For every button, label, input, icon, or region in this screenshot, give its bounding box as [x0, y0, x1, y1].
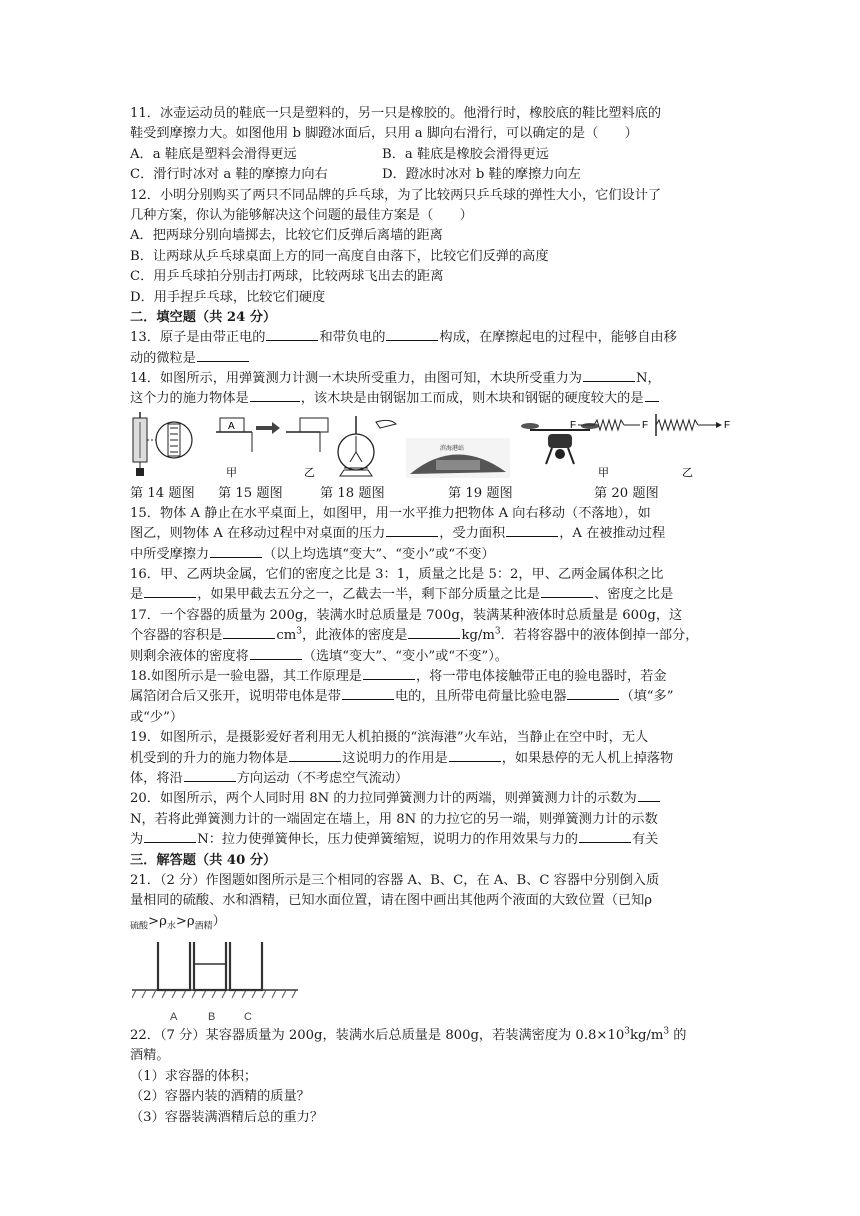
answer-blank [363, 667, 415, 680]
q12-option-c: C．用乒乓球拍分别击打两球，比较两球飞出去的距离 [130, 269, 444, 285]
spring-pull-figure [570, 412, 736, 480]
q14-text-c: 这个力的施力物体是 [130, 391, 249, 407]
caption-fig15: 第 15 题图 [218, 485, 283, 501]
q21-rho: >ρ [175, 913, 195, 929]
answer-blank [144, 585, 196, 598]
q18-text-c: 属箔闭合后又张开，说明带电体是带 [130, 689, 341, 705]
q17-unit-kgm: kg/m [461, 628, 495, 644]
q16-line2 [130, 585, 732, 605]
figure-row [130, 412, 732, 480]
q18-line1 [130, 667, 732, 687]
answer-blank [583, 369, 635, 382]
q20-text-e: 有关 [631, 832, 659, 848]
q20-line2: N，若将此弹簧测力计的一端固定在墙上，用 8N 的力拉它的另一端，则弹簧测力计的示数 [130, 811, 658, 827]
q22-sub3: （3）容器装满酒精后总的重力？ [130, 1109, 324, 1125]
force-label: F [724, 419, 731, 431]
answer-blank [645, 389, 659, 402]
q11-options-ab [130, 145, 732, 165]
q19-text-f: 方向运动（不考虑空气流动） [236, 770, 409, 786]
label-yi: 乙 [682, 465, 693, 479]
caption-fig20: 第 20 题图 [594, 485, 659, 501]
answer-blank [197, 349, 249, 362]
answer-blank [289, 749, 341, 762]
q14-text-b: N， [635, 371, 661, 387]
q13-text-a: 13．原子是由带正电的 [130, 330, 266, 346]
q22-sup: 3 [663, 1026, 670, 1037]
q20-text-d: N：拉力使弹簧伸长，压力使弹簧缩短，说明力的作用效果与力的 [197, 832, 578, 848]
q18-text-b: ，将一带电体接触带正电的验电器时，若金 [415, 668, 667, 684]
q20-text-a: 20．如图所示，两个人同时用 8N 的力拉同弹簧测力计的两端，则弹簧测力计的示数为 [130, 791, 637, 807]
q12-option-b: B．让两球从乒乓球桌面上方的同一高度自由落下，比较它们反弹的高度 [130, 248, 549, 264]
q22-unit: kg/m [629, 1028, 664, 1044]
q11-option-b: B．a 鞋底是橡胶会滑得更远 [382, 146, 549, 162]
q15-line2 [130, 524, 732, 544]
container-c-label: C [244, 1011, 252, 1024]
q21-sub: 硫酸 [130, 921, 149, 932]
section-fill-in-heading: 二．填空题（共 24 分） [130, 309, 277, 325]
q16-text-b: 是 [130, 587, 144, 603]
q22-text-end: 的 [669, 1028, 687, 1044]
answer-blank [506, 524, 558, 537]
q22-line2: 酒精。 [130, 1048, 170, 1064]
q22-sup: 3 [624, 1026, 630, 1037]
q17-text-h: （选填“变大”、“变小”或“不变”）。 [302, 648, 508, 664]
q11-line2: 鞋受到摩擦力大。如图他用 b 脚蹬冰面后，只用 a 脚向右滑行，可以确定的是（ ） [130, 126, 638, 142]
station-sign: 滨海港站 [440, 444, 465, 452]
q21-rho: >ρ [148, 913, 167, 929]
q18-text-a: 18.如图所示是一验电器，其工作原理是 [130, 668, 362, 684]
answer-blank [579, 830, 631, 843]
q22-text-a: 22．（7 分）某容器质量为 200g，装满水后总质量是 800g，若装满密度为 0.8×10 [130, 1028, 625, 1044]
q19-text-c: 这说明力的作用是 [342, 750, 448, 766]
q21-sub: 水 [166, 921, 176, 932]
q14-text-d: ，该木块是由钢锯加工而成，则木块和钢锯的硬度较大的是 [300, 391, 644, 407]
exam-page [130, 104, 732, 1128]
q14-text-a: 14．如图所示，用弹簧测力计测一木块所受重力，由图可知，木块所受重力为 [130, 371, 582, 387]
q13-text-d: 动的微粒是 [130, 350, 196, 366]
q15-text-e: 中所受摩擦力 [130, 546, 210, 562]
q11-line1: 11．冰壶运动员的鞋底一只是塑料的，另一只是橡胶的。他滑行时，橡胶底的鞋比塑料底的 [130, 106, 662, 121]
q15-line1: 15．物体 A 静止在水平桌面上，如图甲，用一水平推力把物体 A 向右移动（不落地），如 [130, 505, 651, 521]
q20-line3 [130, 830, 732, 850]
q11-option-a: A．a 鞋底是塑料会滑得更远 [130, 146, 297, 162]
q15-text-f: （以上均选填“变大”、“变小”或“不变） [263, 546, 495, 562]
answer-blank [541, 585, 593, 598]
answer-blank [567, 687, 619, 700]
q16-text-d: 、密度之比是 [594, 587, 674, 603]
q19-text-d: ，如果悬停的无人机上掉落物 [501, 750, 674, 766]
q17-sup: 3 [296, 626, 302, 637]
q20-line1 [130, 789, 732, 809]
q15-text-c: ，受力面积 [439, 526, 506, 542]
q21-sub: 酒精 [194, 921, 213, 932]
answer-blank [408, 626, 460, 639]
containers-abc-svg [132, 934, 302, 1024]
q15-text-b: 图乙，则物体 A 在移动过程中对桌面的压力 [130, 526, 386, 542]
q16-text-c: ，如果甲截去五分之一，乙截去一半，剩下部分质量之比是 [197, 587, 541, 603]
caption-fig14: 第 14 题图 [130, 485, 195, 501]
q17-line3 [130, 647, 732, 667]
q21-line1: 21．（2 分）作图题如图所示是三个相同的容器 A、B、C，在 A、B、C 容器中分别倒入质 [130, 872, 660, 888]
answer-blank [210, 545, 262, 558]
label-yi: 乙 [304, 465, 315, 479]
q13-line2 [130, 349, 732, 369]
q19-text-b: 机受到的升力的施力物体是 [130, 750, 289, 766]
q17-sup: 3 [494, 626, 501, 637]
figure-captions [130, 484, 732, 504]
q17-text-d: ，此液体的密度是 [301, 628, 408, 644]
q17-text-b: 个容器的容积是 [130, 628, 223, 644]
q17-unit-cm: cm [276, 628, 297, 644]
q17-text-f: ．若将容器中的液体倒掉一部分， [500, 628, 699, 644]
answer-blank [250, 647, 302, 660]
label-jia: 甲 [598, 465, 609, 479]
q16-line1: 16．甲、乙两块金属，它们的密度之比是 3：1，质量之比是 5：2，甲、乙两金属体积之比 [130, 567, 664, 583]
section-answer-heading: 三．解答题（共 40 分） [130, 852, 277, 868]
q11-option-c: C．滑行时冰对 a 鞋的摩擦力向右 [130, 167, 328, 183]
q13-line1 [130, 328, 732, 348]
answer-blank [386, 328, 438, 341]
container-b-label: B [208, 1011, 216, 1024]
container-a-label: A [170, 1011, 178, 1024]
answer-blank [386, 524, 438, 537]
q19-line3 [130, 769, 732, 789]
answer-blank [223, 626, 275, 639]
q17-line2 [130, 626, 732, 646]
answer-blank [266, 328, 318, 341]
q13-text-b: 和带负电的 [319, 330, 386, 346]
q22-sub2: （2）容器内装的酒精的质量？ [130, 1089, 310, 1105]
answer-blank [342, 687, 394, 700]
label-jia: 甲 [226, 465, 237, 479]
q18-text-d: 电的，且所带电荷量比验电器 [395, 689, 567, 705]
q22-sub1: （1）求容器的体积； [130, 1068, 258, 1084]
electroscope-figure [320, 412, 400, 480]
q18-line3: 或“少”） [130, 709, 184, 725]
q12-option-a: A．把两球分别向墙掷去，比较它们反弹后离墙的距离 [130, 228, 443, 244]
q19-line1: 19．如图所示，是摄影爱好者利用无人机拍摄的“滨海港”火车站，当静止在空中时，无人 [130, 730, 649, 746]
force-label: F [570, 419, 577, 431]
answer-blank [184, 769, 236, 782]
caption-fig18: 第 18 题图 [320, 485, 385, 501]
q14-line1 [130, 369, 732, 389]
q21-line3 [130, 912, 732, 932]
q22-line1 [130, 1026, 732, 1046]
q19-line2 [130, 749, 732, 769]
spring-scale-figure [130, 412, 194, 480]
q12-line2: 几种方案，你认为能够解决这个问题的最佳方案是（ ） [130, 207, 473, 223]
caption-fig19: 第 19 题图 [448, 485, 513, 501]
answer-blank [144, 830, 196, 843]
q18-line2 [130, 687, 732, 707]
q15-text-d: ，A 在被推动过程 [559, 526, 666, 542]
force-label: F [642, 419, 649, 431]
q17-text-g: 则剩余液体的密度将 [130, 648, 249, 664]
block-a-label: A [228, 420, 235, 432]
q11-option-d: D．蹬冰时冰对 b 鞋的摩擦力向左 [382, 167, 581, 183]
containers-figure [130, 934, 732, 1024]
q17-line1: 17．一个容器的质量为 200g，装满水时总质量是 700g，装满某种液体时总质量是 600g，这 [130, 607, 683, 623]
q15-line3 [130, 545, 732, 565]
q20-text-c: 为 [130, 832, 144, 848]
q12-option-d: D．用手捏乒乓球，比较它们硬度 [130, 289, 326, 305]
q18-text-e: （填“多” [620, 689, 674, 705]
q12-line1: 12．小明分别购买了两只不同品牌的乒乓球，为了比较两只乒乓球的弹性大小，它们设计了 [130, 187, 662, 203]
q21-close: ） [212, 913, 226, 929]
q14-line2 [130, 389, 732, 409]
q19-text-e: 体，将沿 [130, 770, 183, 786]
answer-blank [638, 789, 660, 802]
answer-blank [449, 749, 501, 762]
answer-blank [250, 389, 300, 402]
q13-text-c: 构成，在摩擦起电的过程中，能够自由移 [439, 330, 677, 346]
q21-line2: 量相同的硫酸、水和酒精，已知水面位置，请在图中画出其他两个液面的大致位置（已知ρ [130, 893, 653, 909]
q11-options-cd [130, 165, 732, 185]
